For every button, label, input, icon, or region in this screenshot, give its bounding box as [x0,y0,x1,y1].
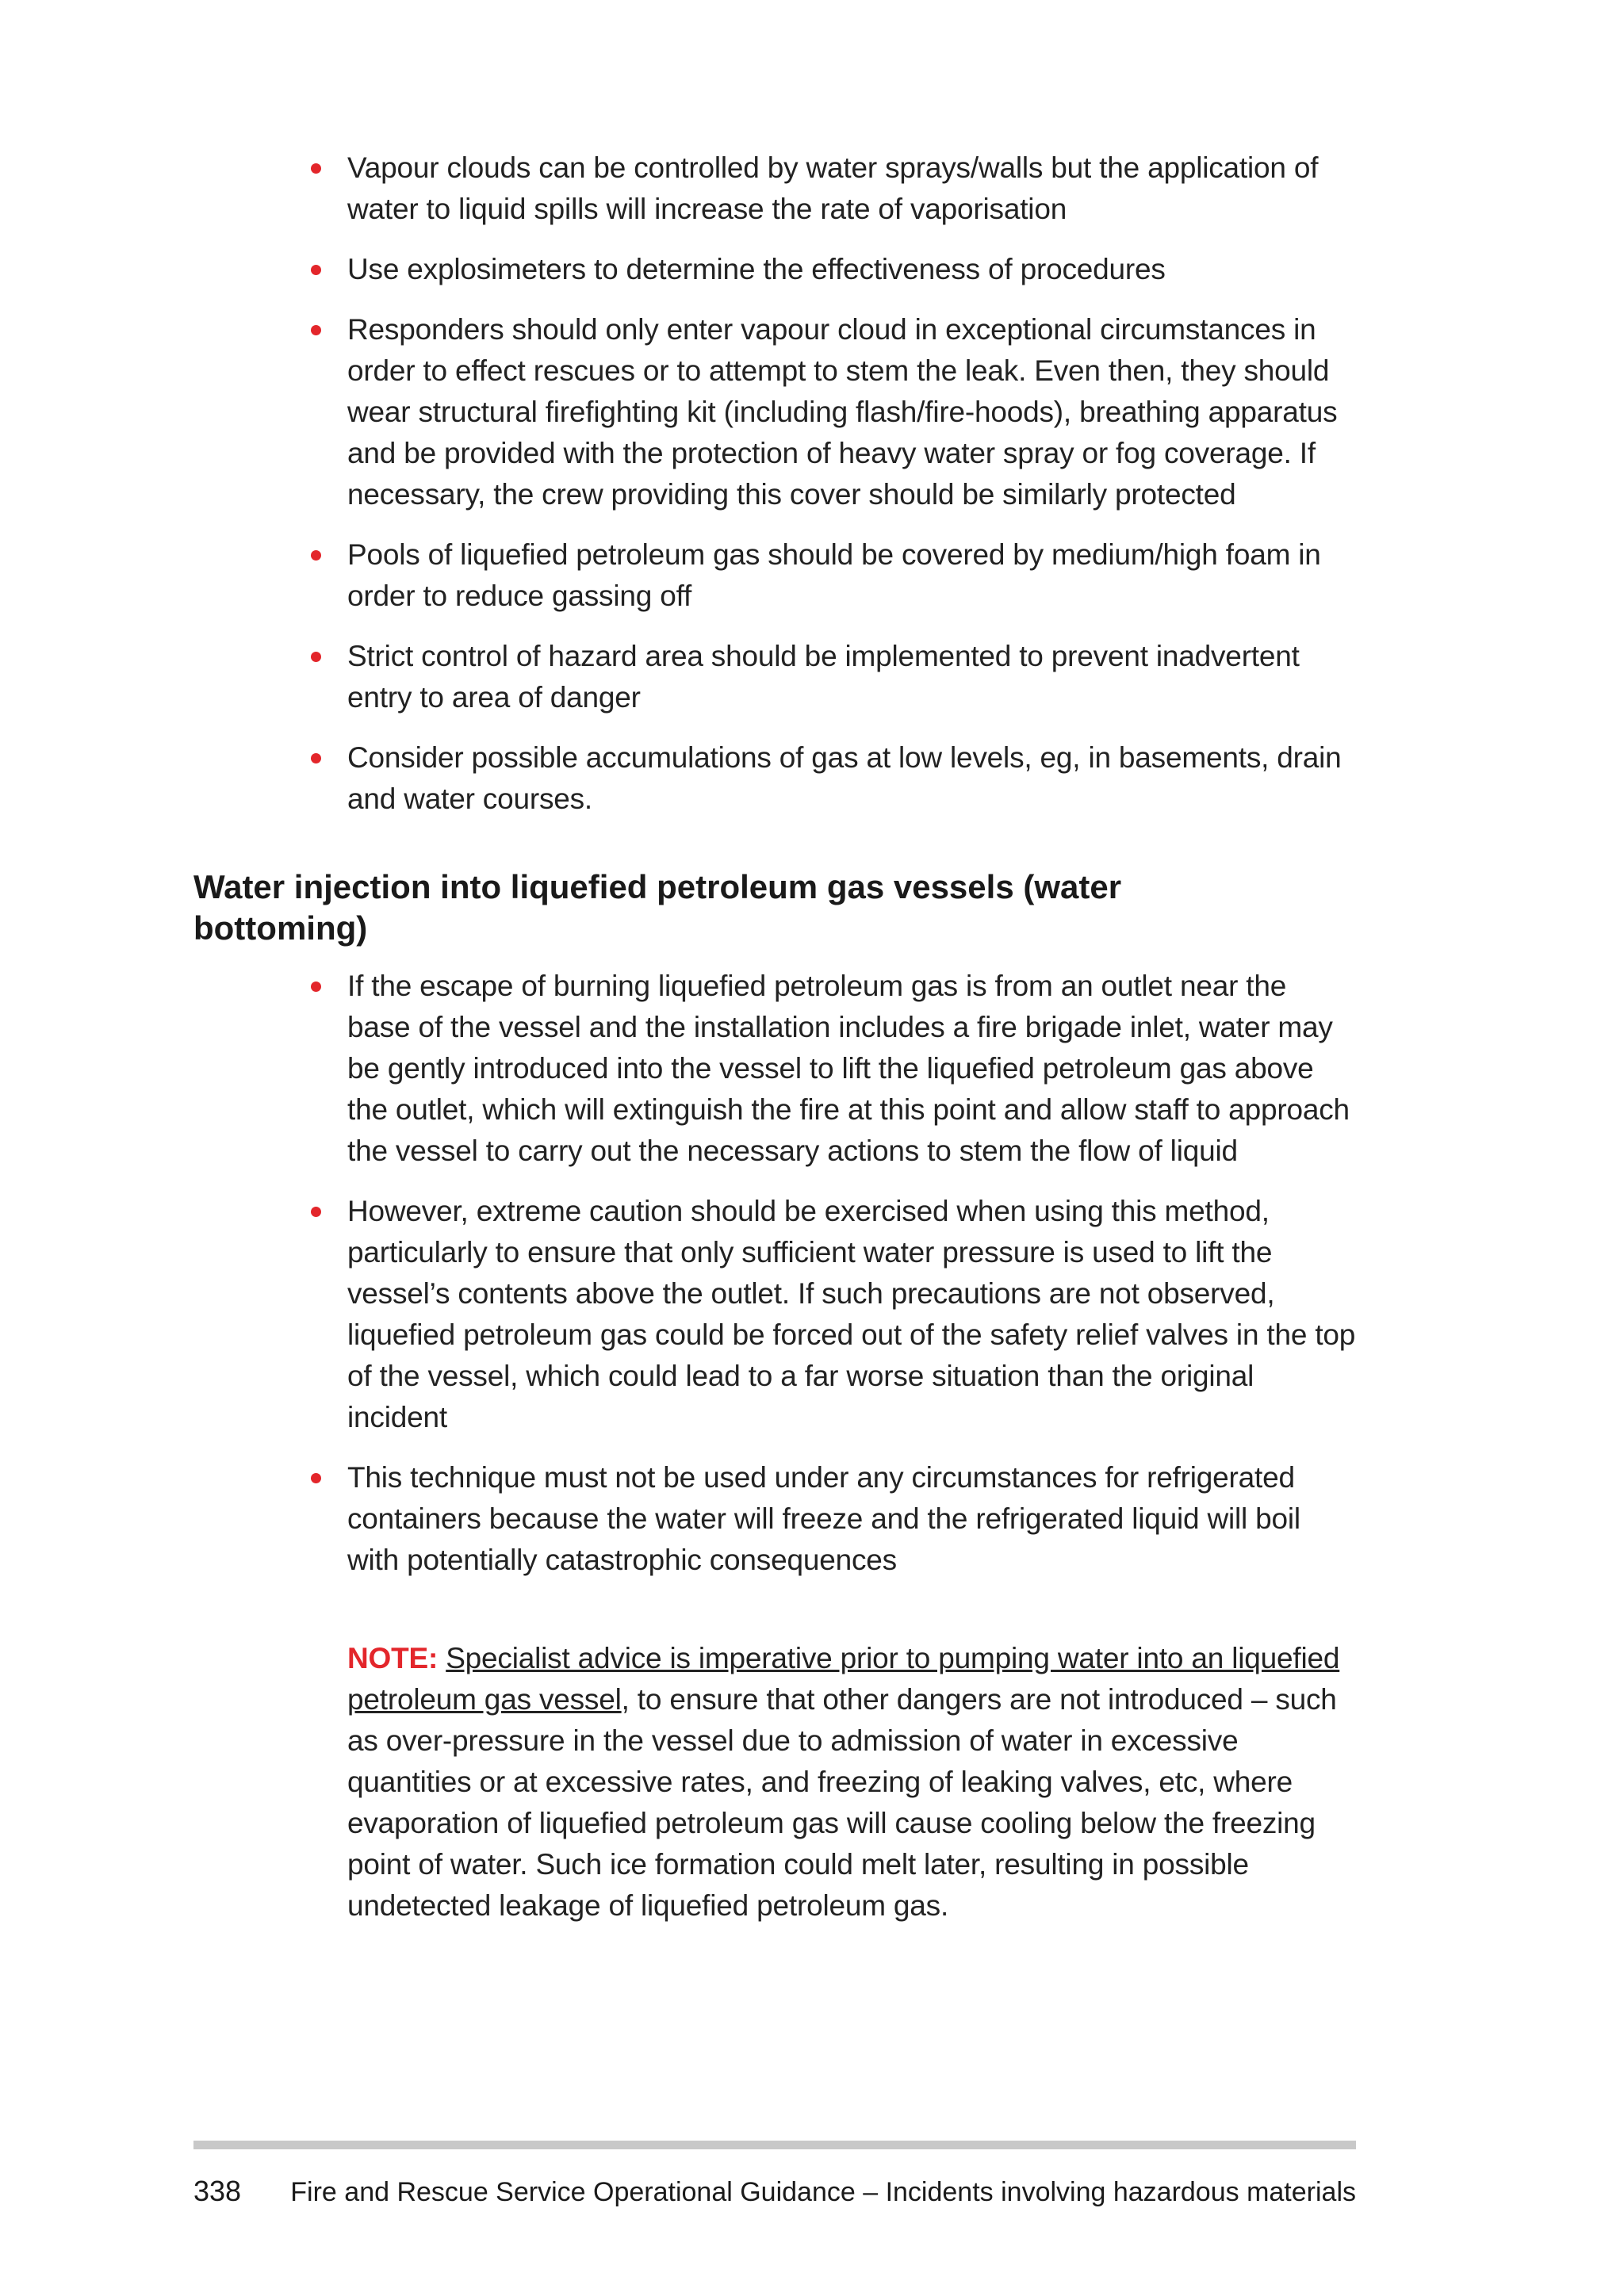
list-item [309,1191,1356,1438]
list-item-text: Responders should only enter vapour cloud in exceptional circumstances in order to effect rescues or to attempt to stem the leak. Even then, they should wear structural firefighting kit (including flash/fire-hoods), breathing apparatus and be provided with the protection of heavy water spray or fog coverage. If necessary, the crew providing this cover should be similarly protected [347,313,1338,511]
bullet-list-top [309,147,1356,839]
list-item [309,249,1356,290]
list-item [309,309,1356,515]
list-item-text: However, extreme caution should be exercised when using this method, particularly to ensure that only sufficient water pressure is used to lift the vessel’s contents above the outlet. If such precautions are not observed, liquefied petroleum gas could be forced out of the safety relief valves in the top of the vessel, which could lead to a far worse situation than the original incident [347,1195,1356,1433]
list-item [309,147,1356,230]
list-item [309,636,1356,718]
bullet-icon [311,1473,321,1483]
bullet-icon [311,163,321,174]
footer-title: Fire and Rescue Service Operational Guidance – Incidents involving hazardous materials [290,2177,1356,2207]
note-emphasis: Specialist advice is imperative prior to pumping water into an liquefied petroleum gas vessel [347,1642,1340,1716]
note-label: NOTE: [347,1642,439,1674]
page-number: 338 [193,2175,242,2207]
note-body: , to ensure that other dangers are not introduced – such as over-pressure in the vessel due to admission of water in excessive quantities or at excessive rates, and freezing of leaking valves, etc, where evaporation of liquefied petroleum gas will cause cooling below the freezing point of water. Such ice formation could melt later, resulting in possible undetected leakage of liquefied petroleum gas. [347,1683,1337,1922]
bullet-icon [311,550,321,561]
note-paragraph [347,1638,1356,1927]
list-item-text: Pools of liquefied petroleum gas should be covered by medium/high foam in order to reduce gassing off [347,538,1321,612]
list-item-text: Consider possible accumulations of gas at low levels, eg, in basements, drain and water courses. [347,741,1342,815]
list-item [309,966,1356,1172]
list-item [309,737,1356,820]
list-item-text: This technique must not be used under any circumstances for refrigerated containers because the water will freeze and the refrigerated liquid will boil with potentially catastrophic consequences [347,1461,1300,1576]
bullet-icon [311,753,321,763]
bullet-list-section [309,966,1356,1600]
bullet-icon [311,652,321,662]
list-item [309,1457,1356,1581]
list-item-text: Vapour clouds can be controlled by water sprays/walls but the application of water to liquid spills will increase the rate of vaporisation [347,151,1319,225]
section-heading: Water injection into liquefied petroleum gas vessels (water bottoming) [193,868,1122,947]
bullet-icon [311,982,321,992]
bullet-icon [311,1207,321,1217]
bullet-icon [311,325,321,335]
bullet-icon [311,265,321,275]
list-item-text: If the escape of burning liquefied petroleum gas is from an outlet near the base of the vessel and the installation includes a fire brigade inlet, water may be gently introduced into the vessel to lift the liquefied petroleum gas above the outlet, which will extinguish the fire at this point and allow staff to approach the vessel to carry out the necessary actions to stem the flow of liquid [347,970,1350,1167]
list-item-text: Use explosimeters to determine the effectiveness of procedures [347,253,1166,285]
list-item-text: Strict control of hazard area should be implemented to prevent inadvertent entry to area of danger [347,640,1300,714]
footer-divider [193,2141,1356,2149]
list-item [309,534,1356,617]
